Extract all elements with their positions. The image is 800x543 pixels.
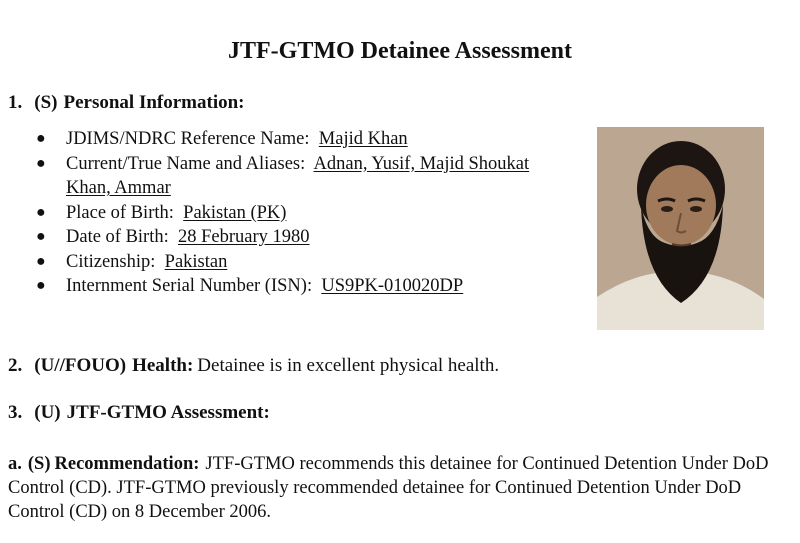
list-item (30, 225, 570, 250)
field-value: Pakistan (PK) (183, 202, 287, 223)
field-value: Adnan, Yusif, Majid Shoukat Khan, Ammar (66, 153, 530, 198)
health-text: Detainee is in excellent physical health. (197, 355, 500, 376)
field-label: Internment Serial Number (ISN): (66, 276, 313, 296)
classification-marking: (U//FOUO) (34, 355, 127, 376)
bullet-icon: ● (36, 277, 46, 294)
document-title: JTF-GTMO Detainee Assessment (228, 38, 572, 64)
field-value: Pakistan (164, 251, 228, 272)
list-item (30, 274, 570, 299)
subsection-title: Recommendation: (54, 454, 200, 474)
classification-marking: (S) (27, 454, 51, 474)
section-number: 1. (8, 92, 23, 113)
bullet-icon: ● (36, 154, 46, 172)
list-item (30, 127, 570, 152)
section-title: JTF-GTMO Assessment: (66, 402, 270, 423)
classification-marking: (S) (34, 92, 58, 113)
field-label: Citizenship: (66, 251, 156, 272)
recommendation-text: JTF-GTMO recommends this detainee for Continued Detention Under DoD Control (CD). JTF-GTMO previously recommended detainee for Continued Detention Under DoD Control (CD) on 8 December 2006. (8, 454, 769, 522)
field-value: Majid Khan (318, 129, 408, 149)
section-title: Personal Information: (63, 92, 245, 113)
field-label: Date of Birth: (66, 227, 169, 247)
list-item (30, 201, 570, 226)
section-3-heading (8, 402, 270, 424)
field-value: US9PK-010020DP (321, 276, 464, 296)
section-number: 2. (8, 355, 23, 376)
field-label: Place of Birth: (66, 202, 174, 223)
section-1-heading (8, 92, 245, 114)
bullet-icon: ● (36, 203, 46, 221)
subsection-letter: a. (8, 454, 22, 474)
list-item (30, 152, 570, 201)
detainee-photo (597, 127, 764, 330)
bullet-icon: ● (36, 228, 46, 245)
field-value: 28 February 1980 (178, 227, 310, 247)
section-2-heading (8, 355, 499, 377)
field-label: Current/True Name and Aliases: (66, 153, 306, 174)
personal-info-list (30, 127, 570, 299)
portrait-image (597, 127, 764, 330)
bullet-icon: ● (36, 130, 46, 147)
list-item (30, 250, 570, 275)
section-number: 3. (8, 402, 23, 423)
section-title: Health: (132, 355, 194, 376)
bullet-icon: ● (36, 252, 46, 270)
field-label: JDIMS/NDRC Reference Name: (66, 129, 310, 149)
classification-marking: (U) (34, 402, 61, 423)
recommendation-paragraph (8, 452, 798, 524)
